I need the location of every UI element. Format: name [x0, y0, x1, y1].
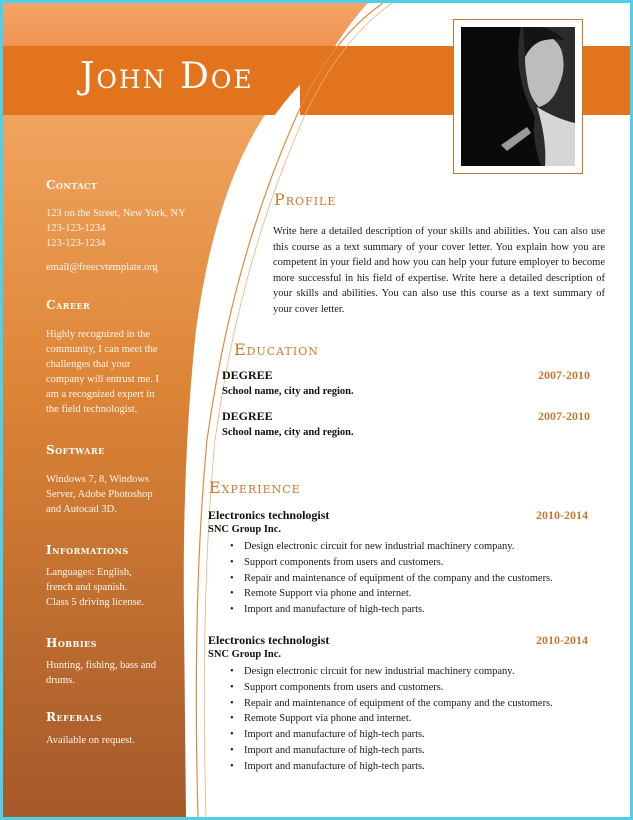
list-item: • Import and manufacture of high-tech parts.: [230, 759, 553, 775]
experience-title: Electronics technologist: [208, 633, 330, 647]
referals-heading: Referals: [46, 710, 103, 724]
list-item: • Design electronic circuit for new industrial machinery company.: [230, 539, 553, 555]
career-line: challenges that your: [46, 359, 131, 370]
software-heading: Software: [46, 443, 105, 457]
list-item: • Remote Support via phone and internet.: [230, 711, 553, 727]
experience-years: 2010-2014: [536, 508, 588, 522]
career-line: am a recognized expert in: [46, 389, 155, 400]
career-heading: Career: [46, 298, 91, 312]
career-line: the field technologist.: [46, 404, 138, 415]
list-item: • Import and manufacture of high-tech parts.: [230, 743, 553, 759]
education-school: School name, city and region.: [222, 386, 354, 397]
contact-email[interactable]: email@freecvtemplate.org: [46, 262, 158, 273]
contact-phone-1: 123-123-1234: [46, 223, 106, 234]
career-line: Highly recognized in the: [46, 329, 151, 340]
education-years: 2007-2010: [538, 409, 590, 423]
experience-company: SNC Group Inc.: [208, 649, 282, 660]
profile-text: Write here a detailed description of your skills and abilities. You can also use this course as a text summary of your cover letter. You explain how you are competent in your field and how you can help your future employer to become more successful in his field of expertise. Write here a detailed description of your skills and abilities. You can also use this course as a text summary of your cover letter.: [273, 226, 605, 315]
education-degree: DEGREE: [222, 368, 273, 382]
education-years: 2007-2010: [538, 368, 590, 382]
experience-years: 2010-2014: [536, 633, 588, 647]
contact-address: 123 on the Street, New York, NY: [46, 208, 186, 219]
education-heading: Education: [234, 340, 319, 359]
education-degree: DEGREE: [222, 409, 273, 423]
profile-heading: Profile: [274, 190, 337, 209]
referals-line: Available on request.: [46, 735, 135, 746]
informations-heading: Informations: [46, 543, 129, 557]
list-item: • Support components from users and customers.: [230, 555, 553, 571]
software-line: Windows 7, 8, Windows: [46, 474, 150, 485]
experience-title: Electronics technologist: [208, 508, 330, 522]
education-school: School name, city and region.: [222, 427, 354, 438]
software-line: Server, Adobe Photoshop: [46, 489, 153, 500]
informations-line: french and spanish.: [46, 582, 128, 593]
list-item: • Remote Support via phone and internet.: [230, 586, 553, 602]
contact-heading: Contact: [46, 178, 98, 192]
contact-phone-2: 123-123-1234: [46, 238, 106, 249]
list-item: • Import and manufacture of high-tech parts.: [230, 727, 553, 743]
list-item: • Design electronic circuit for new industrial machinery company.: [230, 664, 553, 680]
experience-heading: Experience: [209, 478, 301, 497]
list-item: • Repair and maintenance of equipment of the company and the customers.: [230, 696, 553, 712]
informations-line: Class 5 driving license.: [46, 597, 144, 608]
list-item: • Support components from users and customers.: [230, 680, 553, 696]
hobbies-line: Hunting, fishing, bass and: [46, 660, 156, 671]
list-item: • Import and manufacture of high-tech parts.: [230, 602, 553, 618]
experience-company: SNC Group Inc.: [208, 524, 282, 535]
hobbies-heading: Hobbies: [46, 636, 97, 650]
hobbies-line: drums.: [46, 675, 75, 686]
list-item: • Repair and maintenance of equipment of the company and the customers.: [230, 571, 553, 587]
software-line: and Autocad 3D.: [46, 504, 117, 515]
informations-line: Languages: English,: [46, 567, 132, 578]
career-line: community, I can meet the: [46, 344, 158, 355]
candidate-name: John Doe: [80, 56, 254, 97]
career-line: company will entrust me. I: [46, 374, 159, 385]
